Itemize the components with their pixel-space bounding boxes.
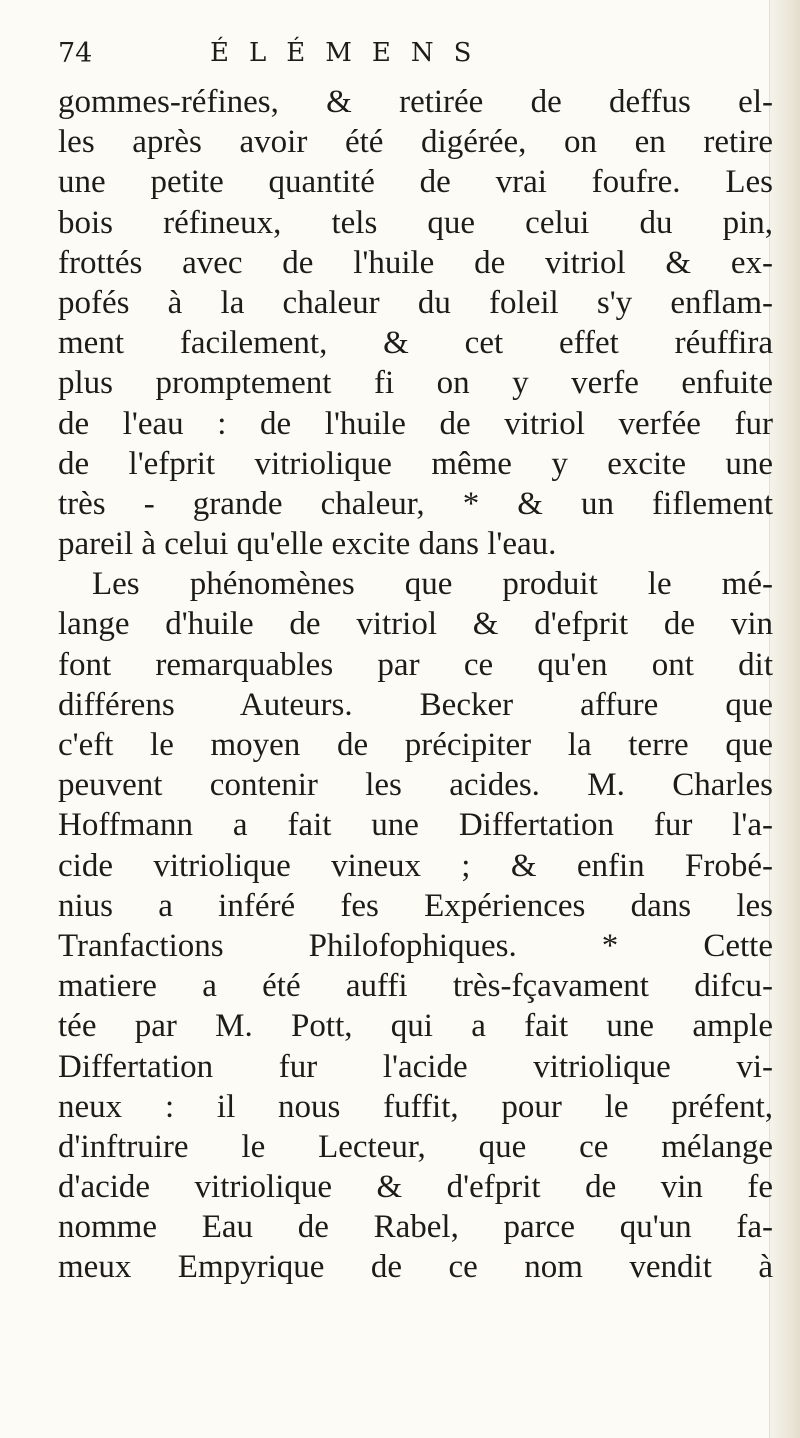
- text-line: matiere a été auffi très-fçavament difcu-: [58, 968, 773, 1005]
- text-line: différens Auteurs. Becker affure que: [58, 686, 773, 723]
- text-line: une petite quantité de vrai foufre. Les: [58, 164, 773, 201]
- text-line: Differtation fur l'acide vitriolique vi-: [58, 1048, 773, 1085]
- text-line: bois réfineux, tels que celui du pin,: [58, 204, 773, 241]
- page-header: [58, 30, 778, 80]
- text-line: tée par M. Pott, qui a fait une ample: [58, 1008, 773, 1045]
- text-line: gommes-réfines, & retirée de deffus el-: [58, 84, 773, 120]
- page-number: 74: [58, 38, 93, 69]
- text-line: de l'eau : de l'huile de vitriol verfée fur: [58, 405, 773, 442]
- text-line: font remarquables par ce qu'en ont dit: [58, 646, 773, 683]
- text-line: c'eft le moyen de précipiter la terre que: [58, 727, 773, 763]
- text-line: les après avoir été digérée, on en retire: [58, 124, 773, 161]
- text-line: frottés avec de l'huile de vitriol & ex-: [58, 244, 773, 281]
- text-line: très - grande chaleur, * & un fiflement: [58, 485, 773, 522]
- running-head: ÉLÉMENS: [210, 38, 492, 68]
- text-line: neux : il nous fuffit, pour le préfent,: [58, 1088, 773, 1125]
- text-line: de l'efprit vitriolique même y excite une: [58, 445, 773, 482]
- text-line: meux Empyrique de ce nom vendit à: [58, 1249, 773, 1286]
- text-line: d'acide vitriolique & d'efprit de vin fe: [58, 1169, 773, 1206]
- text-line: cide vitriolique vineux ; & enfin Frobé-: [58, 847, 773, 884]
- text-line: lange d'huile de vitriol & d'efprit de vin: [58, 606, 773, 643]
- text-line: pareil à celui qu'elle excite dans l'eau.: [58, 526, 557, 563]
- text-line: nius a inféré fes Expériences dans les: [58, 887, 773, 924]
- text-line: Les phénomènes que produit le mé-: [92, 566, 773, 603]
- text-line: d'inftruire le Lecteur, que ce mélange: [58, 1128, 773, 1165]
- text-line: Hoffmann a fait une Differtation fur l'a-: [58, 807, 773, 844]
- body-text: [58, 82, 773, 1288]
- text-line: peuvent contenir les acides. M. Charles: [58, 767, 773, 804]
- text-line: Tranfactions Philofophiques. * Cette: [58, 927, 773, 964]
- text-line: nomme Eau de Rabel, parce qu'un fa-: [58, 1209, 773, 1246]
- text-line: plus promptement fi on y verfe enfuite: [58, 365, 773, 402]
- text-line: pofés à la chaleur du foleil s'y enflam-: [58, 284, 773, 321]
- text-line: ment facilement, & cet effet réuffira: [58, 325, 773, 362]
- page-edge: [769, 0, 800, 1438]
